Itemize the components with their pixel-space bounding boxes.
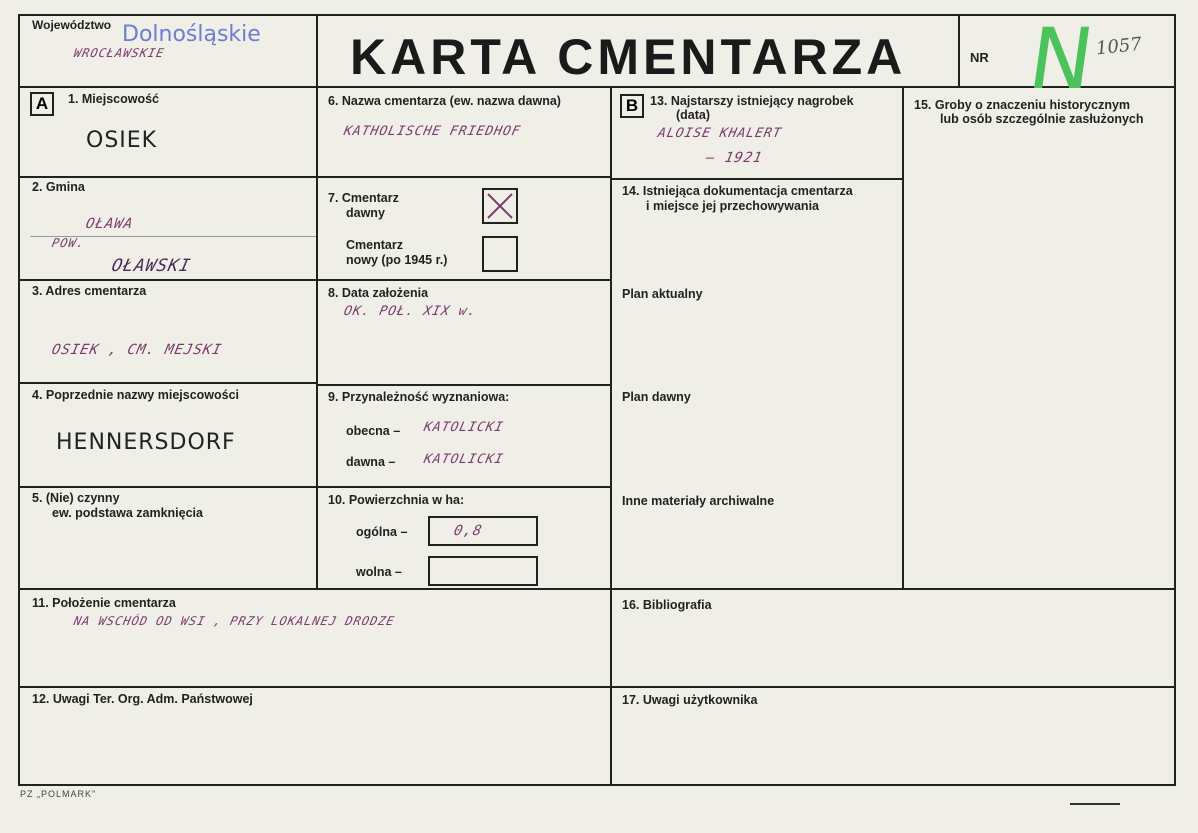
field-5-sublabel: ew. podstawa zamknięcia <box>52 506 203 520</box>
divider <box>318 176 612 178</box>
field-5-label: 5. (Nie) czynny <box>32 491 120 505</box>
field-3-value: OSIEK , CM. MEJSKI <box>50 342 224 358</box>
field-11-value: NA WSCHÓD OD WSI , PRZY LOKALNEJ DRODZE <box>72 614 397 628</box>
divider <box>612 178 904 180</box>
field-10-label: 10. Powierzchnia w ha: <box>328 493 465 507</box>
field-15-label: 15. Groby o znaczeniu historycznym <box>914 98 1131 112</box>
voivodeship-handwritten: WROCŁAWSKIE <box>72 46 166 60</box>
field-4-value: HENNERSDORF <box>56 430 236 455</box>
divider <box>18 588 1176 590</box>
card-title: KARTA CMENTARZA <box>350 29 907 85</box>
field-13-label: 13. Najstarszy istniejący nagrobek <box>650 94 854 108</box>
field-1-value: OSIEK <box>86 128 158 153</box>
section-b-marker: B <box>620 94 644 118</box>
divider <box>18 86 1176 88</box>
field-8-value: OK. POŁ. XIX w. <box>342 304 479 319</box>
divider <box>318 384 612 386</box>
field-9-former-value: KATOLICKI <box>422 452 506 467</box>
field-2-pow-value: OŁAWSKI <box>109 256 193 276</box>
printer-mark: PZ „POLMARK” <box>20 789 97 799</box>
field-9-former-label: dawna – <box>346 455 396 469</box>
new-cemetery-checkbox[interactable] <box>482 236 518 272</box>
field-14-label: 14. Istniejąca dokumentacja cmentarza <box>622 184 853 198</box>
divider <box>902 86 904 590</box>
field-11-label: 11. Położenie cmentarza <box>32 596 176 610</box>
area-free-field[interactable] <box>428 556 538 586</box>
field-1-label: 1. Miejscowość <box>68 92 160 106</box>
divider <box>610 86 612 786</box>
plan-current-label: Plan aktualny <box>622 287 703 301</box>
divider <box>318 279 612 281</box>
divider <box>18 176 318 178</box>
field-14-sublabel: i miejsce jej przechowywania <box>646 199 819 213</box>
field-13-sublabel: (data) <box>676 108 711 122</box>
other-archives-label: Inne materiały archiwalne <box>622 494 775 508</box>
divider <box>18 686 1176 688</box>
nr-label: NR <box>970 50 989 65</box>
divider <box>18 486 318 488</box>
field-6-label: 6. Nazwa cmentarza (ew. nazwa dawna) <box>328 94 561 108</box>
field-10-free-label: wolna – <box>356 565 402 579</box>
field-13-value: ALOISE KHALERT <box>656 126 784 141</box>
field-13-date: — 1921 <box>704 150 765 166</box>
field-4-label: 4. Poprzednie nazwy miejscowości <box>32 388 240 402</box>
field-6-value: KATHOLISCHE FRIEDHOF <box>342 124 523 139</box>
field-7-old-sublabel: dawny <box>346 206 385 220</box>
voivodeship-label: Województwo <box>32 18 112 32</box>
old-cemetery-checkbox[interactable] <box>482 188 518 224</box>
divider <box>18 382 318 384</box>
field-15-sublabel: lub osób szczególnie zasłużonych <box>940 112 1144 126</box>
area-total-field[interactable] <box>428 516 538 546</box>
checked-x-icon <box>484 190 516 222</box>
field-16-label: 16. Bibliografia <box>622 598 712 612</box>
field-8-label: 8. Data założenia <box>328 286 429 300</box>
field-2-pow: POW. <box>50 236 87 250</box>
field-7-old-label: 7. Cmentarz <box>328 191 399 205</box>
nr-letter: N <box>1023 10 1100 108</box>
divider <box>318 486 612 488</box>
divider <box>18 279 318 281</box>
field-9-label: 9. Przynależność wyznaniowa: <box>328 390 510 404</box>
field-2-label: 2. Gmina <box>32 180 85 194</box>
area-total-value: 0,8 <box>452 523 484 539</box>
field-3-label: 3. Adres cmentarza <box>32 284 147 298</box>
section-a-marker: A <box>30 92 54 116</box>
field-17-label: 17. Uwagi użytkownika <box>622 693 758 707</box>
field-7-new-label: Cmentarz <box>346 238 403 252</box>
field-12-label: 12. Uwagi Ter. Org. Adm. Państwowej <box>32 692 253 706</box>
plan-old-label: Plan dawny <box>622 390 691 404</box>
field-9-current-label: obecna – <box>346 424 401 438</box>
divider <box>958 14 960 88</box>
divider <box>1070 803 1120 805</box>
nr-number: 1057 <box>1095 33 1143 60</box>
field-9-current-value: KATOLICKI <box>422 420 506 435</box>
field-10-total-label: ogólna – <box>356 525 408 539</box>
divider <box>316 14 318 588</box>
field-2-value: OŁAWA <box>84 216 135 232</box>
field-7-new-sublabel: nowy (po 1945 r.) <box>346 253 448 267</box>
voivodeship-stamp: Dolnośląskie <box>122 22 261 47</box>
